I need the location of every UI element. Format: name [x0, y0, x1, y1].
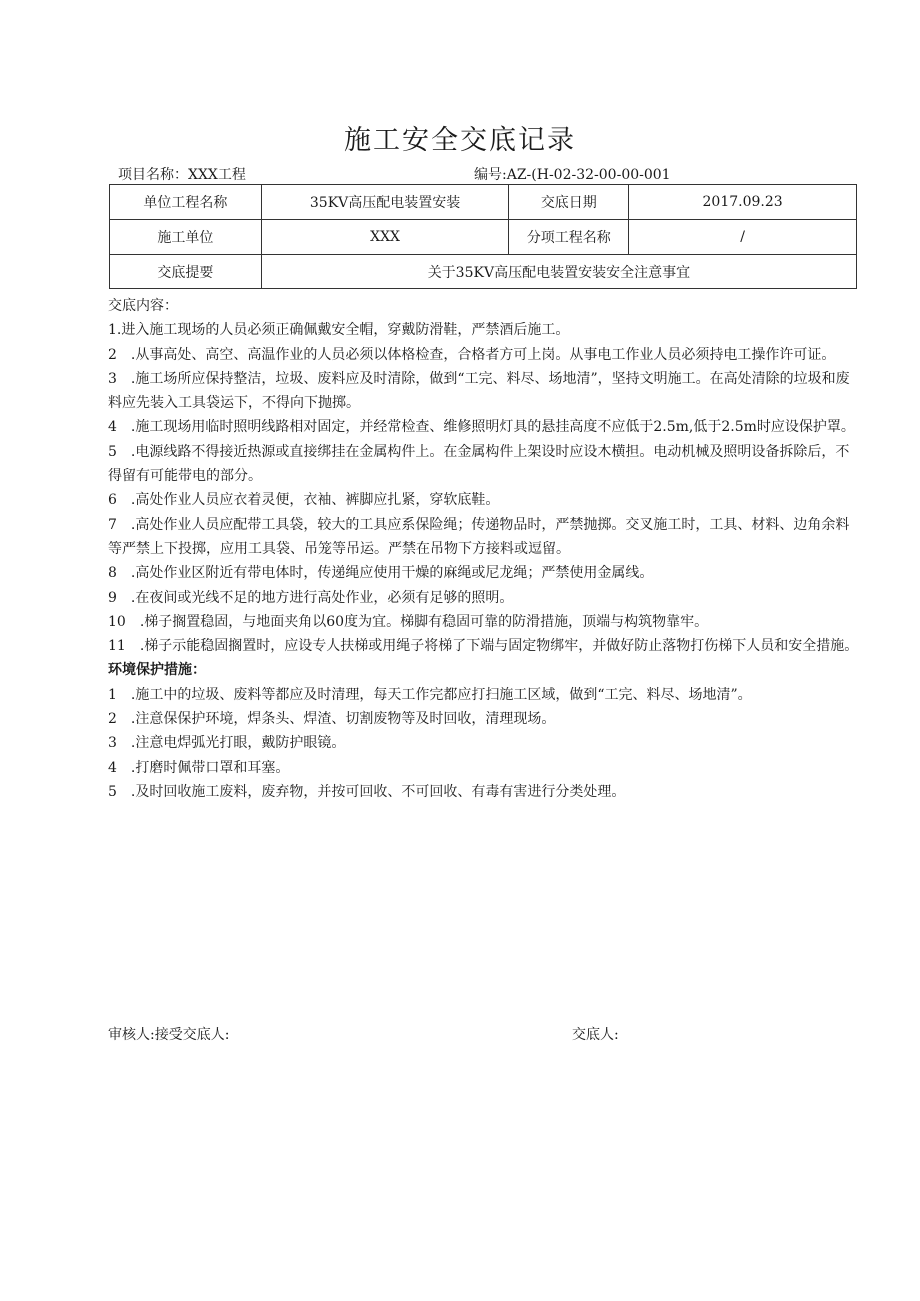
env-item: 4 .打磨时佩带口罩和耳塞。	[108, 759, 290, 776]
reviewer-signature: 审核人:接受交底人:	[108, 1027, 230, 1043]
briefer-signature: 交底人:	[572, 1027, 619, 1043]
content-label: 交底内容：	[108, 298, 178, 314]
env-heading: 环境保护措施：	[108, 662, 206, 679]
document-title: 施工安全交底记录	[344, 125, 576, 156]
safety-item: 11 .梯子示能稳固搁置时，应设专人扶梯或用绳子将梯了下端与固定物绑牢，并做好防止落物打伤梯下人员和安全措施。	[108, 638, 859, 655]
summary-label: 交底提要	[110, 255, 262, 289]
env-item: 2 .注意保保护环境，焊条头、焊渣、切割废物等及时回收，清理现场。	[108, 711, 556, 728]
contractor-value: XXX	[261, 220, 509, 255]
safety-item: 4 .施工现场用临时照明线路相对固定，并经常检查、维修照明灯具的悬挂高度不应低于2.5m,低于2.5m时应设保护罩。	[108, 419, 855, 436]
safety-item: 10 .梯子搁置稳固，与地面夹角以60度为宜。梯脚有稳固可靠的防滑措施，顶端与构筑物靠牢。	[108, 613, 709, 630]
briefing-content	[108, 294, 860, 804]
safety-item: 9 .在夜间或光线不足的地方进行高处作业，必须有足够的照明。	[108, 589, 514, 606]
env-item: 5 .及时回收施工废料，废弃物，并按可回收、不可回收、有毒有害进行分类处理。	[108, 783, 626, 800]
table-row	[110, 220, 857, 255]
safety-item: 1.进入施工现场的人员必须正确佩戴安全帽，穿戴防滑鞋，严禁酒后施工。	[108, 322, 570, 339]
safety-item: 8 .高处作业区附近有带电体时，传递绳应使用干燥的麻绳或尼龙绳；严禁使用金属线。	[108, 565, 654, 582]
sub-project-value: /	[629, 220, 857, 255]
date-label: 交底日期	[509, 185, 629, 220]
safety-item: 3 .施工场所应保持整洁，垃圾、废料应及时清除，做到“工完、料尽、场地清”，坚持文明施工。在高处清除的垃圾和废料应先装入工具袋运下，不得向下抛掷。	[108, 370, 850, 412]
safety-item: 2 .从事高处、高空、高温作业的人员必须以体格检查，合格者方可上岗。从事电工作业人员必须持电工操作许可证。	[108, 346, 836, 363]
summary-value: 关于35KV高压配电装置安装安全注意事宜	[261, 255, 856, 289]
safety-item: 5 .电源线路不得接近热源或直接绑挂在金属构件上。在金属构件上架设时应设木横担。电动机械及照明设备拆除后，不得留有可能带电的部分。	[108, 443, 850, 485]
document-number: 编号:AZ-(H-02-32-00-00-001	[474, 167, 671, 183]
date-value: 2017.09.23	[629, 185, 857, 220]
unit-project-label: 单位工程名称	[110, 185, 262, 220]
project-name: 项目名称：XXX工程	[118, 167, 246, 183]
safety-item: 6 .高处作业人员应衣着灵便，衣袖、裤脚应扎紧，穿软底鞋。	[108, 492, 500, 509]
table-row	[110, 185, 857, 220]
info-table	[109, 184, 857, 289]
sub-project-label: 分项工程名称	[509, 220, 629, 255]
env-item: 1 .施工中的垃圾、废料等都应及时清理，每天工作完都应打扫施工区域，做到“工完、料尽、场地清”。	[108, 686, 752, 703]
table-row	[110, 255, 857, 289]
contractor-label: 施工单位	[110, 220, 262, 255]
safety-item: 7 .高处作业人员应配带工具袋，较大的工具应系保险绳；传递物品时，严禁抛掷。交叉施工时，工具、材料、边角余料等严禁上下投掷，应用工具袋、吊笼等吊运。严禁在吊物下方接料或逗留。	[108, 516, 850, 557]
unit-project-value: 35KV高压配电装置安装	[261, 185, 509, 220]
env-item: 3 .注意电焊弧光打眼，戴防护眼镜。	[108, 735, 346, 752]
